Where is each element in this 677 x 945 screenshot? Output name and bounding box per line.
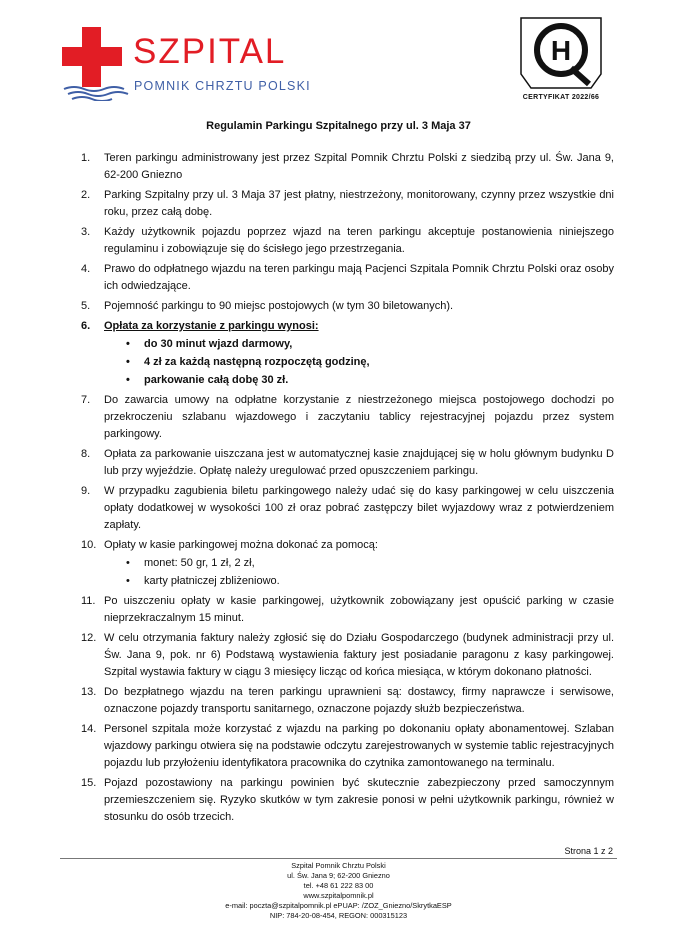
payment-methods-list [104,554,614,590]
footer [0,861,677,921]
rule-item [81,721,614,772]
rule-text: Do bezpłatnego wjazdu na teren parkingu uprawnieni są: dostawcy, firmy naprawcze i serwisowe, oznaczone pojazdy transportu sanitarnego, oznaczone pojazdy służb bezpieczeństwa. [104,686,614,715]
fee-list [104,335,614,389]
rule-number: 7. [81,394,91,406]
rule-item [81,775,614,826]
rule-number: 3. [81,226,91,238]
quality-q-icon [511,14,611,94]
rule-item [81,261,614,295]
rule-text: Do zawarcia umowy na odpłatne korzystanie z niestrzeżonego miejsca postojowego dochodzi po przekroczeniu szlabanu wjazdowego i zaczytaniu tablicy rejestracyjnej pojazdu przez system parkingowy. [104,394,614,440]
rule-number: 9. [81,485,91,497]
footer-address: ul. Św. Jana 9; 62-200 Gniezno [287,871,390,880]
rule-item [81,630,614,681]
rule-text: Parking Szpitalny przy ul. 3 Maja 37 jest płatny, niestrzeżony, monitorowany, czynny przez wszystkie dni roku, przez całą dobę. [104,189,614,218]
payment-method-item: • karty płatniczej zbliżeniowo. [104,572,614,590]
rule-text: Po uiszczeniu opłaty w kasie parkingowej, użytkownik zobowiązany jest opuścić parking w czasie nieprzekraczalnym 15 minut. [104,595,614,624]
rule-item [81,150,614,184]
rule-item [81,392,614,443]
footer-ids: NIP: 784-20-08-454, REGON: 000315123 [269,911,408,920]
rule-item [81,684,614,718]
fee-item: • parkowanie całą dobę 30 zł. [104,371,614,389]
footer-divider [60,858,617,859]
rule-number: 6. [81,320,91,332]
document-title: Regulamin Parkingu Szpitalnego przy ul. 3 Maja 37 [206,120,471,132]
rule-number: 1. [81,152,91,164]
rule-number: 8. [81,448,91,460]
waves-icon [62,85,132,101]
rule-number: 15. [81,777,97,789]
rule-text: Pojemność parkingu to 90 miejsc postojowych (w tym 30 biletowanych). [104,300,454,312]
rule-number: 4. [81,263,91,275]
footer-phone: tel. +48 61 222 83 00 [303,881,374,890]
rule-text: Teren parkingu administrowany jest przez Szpital Pomnik Chrztu Polski z siedzibą przy ul. Św. Jana 9, 62-200 Gniezno [104,152,614,181]
rule-item [81,298,614,315]
rule-number: 11. [81,595,96,607]
brand-subtitle: POMNIK CHRZTU POLSKI [134,79,311,93]
rule-text: W celu otrzymania faktury należy zgłosić się do Działu Gospodarczego (budynek administracji przy ul. Św. Jana 9, pok. nr 6) Podstawą wystawienia faktury jest posiadanie paragonu z kasy parkingowej. Szpital wystawia faktury w ciągu 3 miesięcy licząc od końca miesiąca, w którym dokonano płatności. [104,632,614,678]
rule-text: Opłaty w kasie parkingowej można dokonać za pomocą: [104,539,378,551]
rule-text: Prawo do odpłatnego wjazdu na teren parkingu mają Pacjenci Szpitala Pomnik Chrztu Polski oraz osoby ich odwiedzające. [104,263,614,292]
rule-text: W przypadku zagubienia biletu parkingowego należy udać się do kasy parkingowej w celu uiszczenia opłaty dodatkowej w wysokości 100 zł oraz pobrać zastępczy bilet wyjazdowy wraz z potwierdzeniem zapłaty. [104,485,614,531]
rule-number: 10. [81,539,97,551]
rule-text: Opłata za korzystanie z parkingu wynosi: [104,320,319,332]
rule-text: Każdy użytkownik pojazdu poprzez wjazd na teren parkingu akceptuje postanowienia niniejszego regulaminu i zobowiązuje się do ścisłego jego przestrzegania. [104,226,614,255]
page-number: Strona 1 z 2 [564,846,613,856]
fee-item: • 4 zł za każdą następną rozpoczętą godzinę, [104,353,614,371]
payment-method-item: • monet: 50 gr, 1 zł, 2 zł, [104,554,614,572]
hospital-logo [62,27,312,97]
red-cross-icon [62,27,122,87]
rule-item [81,187,614,221]
rule-number: 12. [81,632,97,644]
rule-item [81,318,614,389]
footer-name: Szpital Pomnik Chrztu Polski [291,861,386,870]
rule-item [81,593,614,627]
svg-text:H: H [550,35,572,66]
rule-item [81,224,614,258]
rule-item [81,537,614,590]
footer-website: www.szpitalpomnik.pl [303,891,374,900]
rule-item [81,483,614,534]
certificate-label: CERTYFIKAT 2022/66 [522,94,600,101]
rule-number: 14. [81,723,97,735]
rule-item [81,446,614,480]
rule-text: Personel szpitala może korzystać z wjazdu na parking po dokonaniu opłaty abonamentowej. Szlaban wjazdowy parkingu otwiera się na podstawie odczytu zarejestrowanych w systemie tablic rejestracyjnych pojazdu lub przyłożeniu identyfikatora pracownika do czytnika zamontowanego na terminalu. [104,723,614,769]
footer-contact: e-mail: poczta@szpitalpomnik.pl ePUAP: /ZOZ_Gniezno/SkrytkaESP [225,901,452,910]
quality-certificate-badge [511,14,611,108]
rule-number: 13. [81,686,97,698]
rules-list [81,150,614,829]
rule-number: 2. [81,189,91,201]
brand-name: SZPITAL [133,32,287,71]
fee-item: • do 30 minut wjazd darmowy, [104,335,614,353]
rule-number: 5. [81,300,91,312]
rule-text: Pojazd pozostawiony na parkingu powinien być skutecznie zabezpieczony przed samoczynnym przemieszczeniem się. Ryzyko skutków w tym zakresie ponosi w pełni użytkownik parkingu, również w stosunku do osób trzecich. [104,777,614,823]
rule-text: Opłata za parkowanie uiszczana jest w automatycznej kasie znajdującej się w holu głównym budynku D lub przy wyjeździe. Opłatę należy uregulować przed opuszczeniem parkingu. [104,448,614,477]
